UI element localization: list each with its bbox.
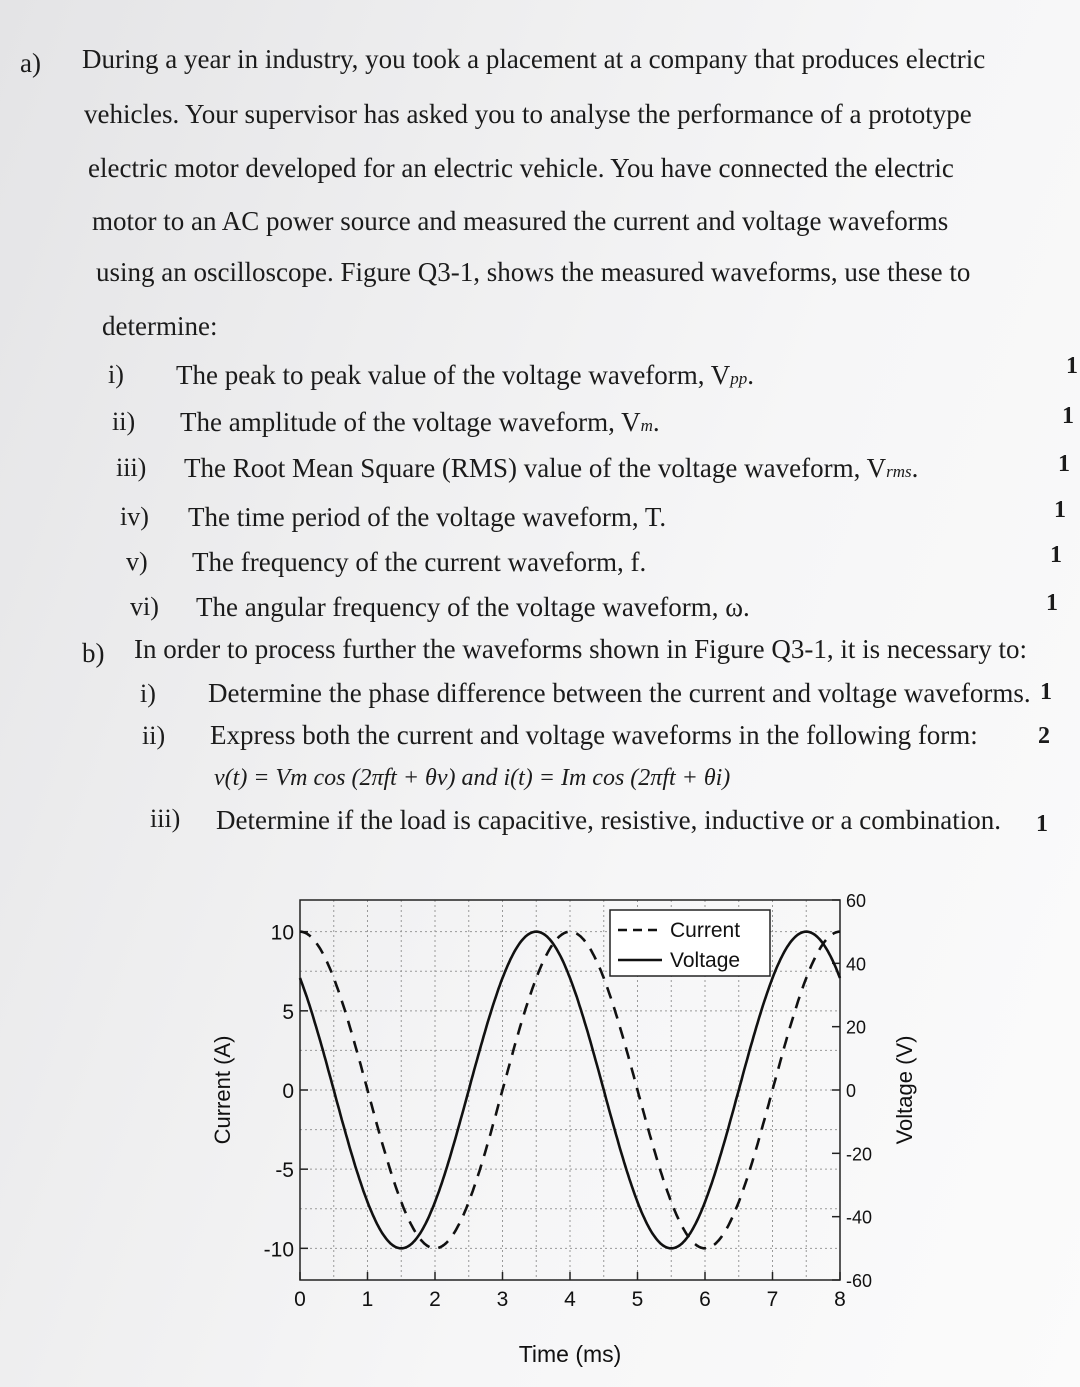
item-b2-marks: 2 — [1038, 723, 1050, 749]
item-a1-marks: 1 — [1066, 353, 1078, 379]
x-axis-label: Time (ms) — [518, 1341, 622, 1367]
part-a-line-4: motor to an AC power source and measured the current and voltage waveforms — [92, 206, 949, 236]
figure-q3-1 — [200, 880, 920, 1380]
item-a4-text: The time period of the voltage waveform, T. — [188, 502, 667, 532]
y-left-tick-label-0: 0 — [282, 1080, 294, 1103]
item-a6-text: The angular frequency of the voltage waveform, ω. — [196, 592, 750, 622]
item-b1-number: i) — [140, 679, 156, 708]
x-tick-label-6: 6 — [699, 1288, 711, 1311]
part-a-label: a) — [20, 48, 41, 78]
item-b3-text: Determine if the load is capacitive, resistive, inductive or a combination. — [216, 805, 1001, 835]
item-a6-number: vi) — [130, 592, 159, 621]
y-right-tick-label--20: -20 — [846, 1144, 873, 1165]
y-right-tick-label--40: -40 — [846, 1207, 873, 1228]
item-b1-text: Determine the phase difference between the current and voltage waveforms. — [208, 678, 1031, 708]
item-b3-marks: 1 — [1036, 811, 1048, 837]
item-a5-marks: 1 — [1050, 542, 1062, 568]
part-b-label: b) — [82, 638, 105, 668]
part-b-intro: In order to process further the waveforms shown in Figure Q3-1, it is necessary to: — [134, 634, 1028, 664]
x-tick-label-3: 3 — [496, 1288, 509, 1311]
item-a6-marks: 1 — [1046, 590, 1058, 616]
item-b2-text: Express both the current and voltage waveforms in the following form: — [210, 720, 978, 750]
item-a4-marks: 1 — [1054, 497, 1066, 523]
item-a2-marks: 1 — [1062, 403, 1074, 429]
x-tick-label-0: 0 — [294, 1288, 306, 1311]
item-a3-marks: 1 — [1058, 451, 1070, 477]
item-a2-number: ii) — [112, 407, 136, 436]
y-axis-right-label: Voltage (V) — [892, 1035, 917, 1145]
item-a3-text: The Root Mean Square (RMS) value of the voltage waveform, Vrms. — [184, 453, 919, 483]
y-left-tick-label--10: -10 — [263, 1238, 294, 1262]
y-axis-left-label: Current (A) — [210, 1035, 235, 1145]
item-a5-text: The frequency of the current waveform, f. — [192, 547, 647, 577]
y-right-tick-label-40: 40 — [846, 954, 867, 975]
y-left-tick-label-10: 10 — [270, 921, 294, 945]
part-a-line-3: electric motor developed for an electric vehicle. You have connected the electric — [88, 153, 954, 183]
y-right-tick-label-60: 60 — [846, 891, 867, 911]
legend-voltage-label: Voltage — [670, 949, 741, 972]
x-tick-label-4: 4 — [564, 1288, 576, 1311]
part-a-line-6: determine: — [102, 311, 218, 341]
item-a4-number: iv) — [120, 502, 149, 531]
item-b3-number: iii) — [150, 804, 181, 833]
y-left-tick-label--5: -5 — [275, 1159, 294, 1183]
formula: v(t) = Vm cos (2πft + θv) and i(t) = Im cos (2πft + θi) — [214, 765, 731, 791]
waveform-chart — [200, 880, 920, 1380]
item-a3-number: iii) — [116, 453, 147, 482]
x-tick-label-5: 5 — [631, 1288, 644, 1311]
y-right-tick-label-0: 0 — [846, 1081, 857, 1101]
y-right-tick-label-20: 20 — [846, 1017, 867, 1038]
item-b1-marks: 1 — [1040, 679, 1052, 705]
x-tick-label-2: 2 — [429, 1288, 441, 1311]
item-a5-number: v) — [126, 547, 148, 576]
part-a-line-1: During a year in industry, you took a placement at a company that produces electric — [82, 44, 986, 74]
x-tick-label-1: 1 — [361, 1288, 374, 1311]
item-a2-text: The amplitude of the voltage waveform, Vm. — [180, 407, 660, 437]
legend-current-label: Current — [670, 919, 741, 942]
part-a-line-2: vehicles. Your supervisor has asked you to analyse the performance of a prototype — [84, 99, 972, 129]
item-a1-text: The peak to peak value of the voltage waveform, Vpp. — [176, 360, 755, 390]
y-right-tick-label--60: -60 — [846, 1271, 873, 1291]
item-b2-number: ii) — [142, 721, 166, 750]
legend-box — [610, 910, 770, 976]
part-a-line-5: using an oscilloscope. Figure Q3-1, shows the measured waveforms, use these to — [96, 257, 971, 287]
item-a1-number: i) — [108, 360, 124, 389]
x-tick-label-7: 7 — [766, 1288, 779, 1311]
y-left-tick-label-5: 5 — [282, 1000, 294, 1024]
x-tick-label-8: 8 — [834, 1288, 846, 1311]
